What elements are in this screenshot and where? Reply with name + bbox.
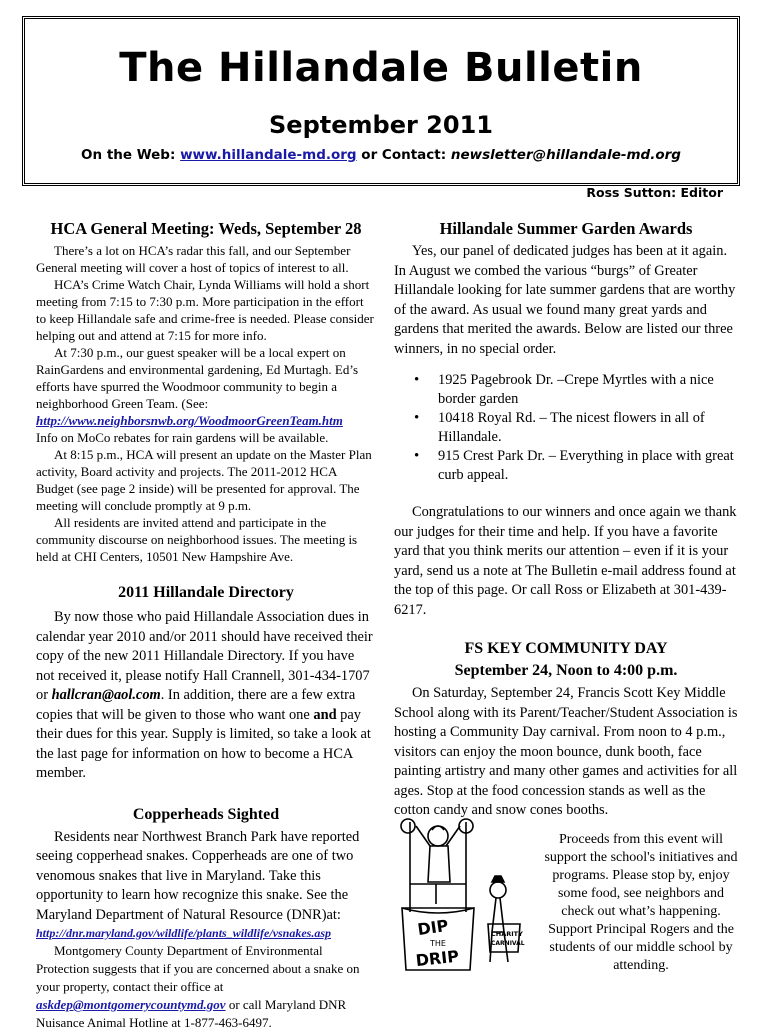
- directory-paragraph: By now those who paid Hillandale Association dues in calendar year 2010 and/or 2011 should have received their copy of the new 2011 Hillandale Directory. If you have not received it, please notify Hall Crannell, 301-434-1707 or hallcran@aol.com. In addition, there are a few extra copies that will be given to those who want one and pay their dues for this year. Supply is limited, so take a look at the last page for information on how to become a HCA member.: [36, 609, 373, 781]
- copperheads-heading: Copperheads Sighted: [132, 805, 280, 823]
- meeting-paragraph-2: HCA’s Crime Watch Chair, Lynda Williams will hold a short meeting from 7:15 to 7:30 p.m. More participation in the effort to keep Hillandale safe and crime-free is needed. Please consider helping out and attend at 7:15 for more info.: [36, 277, 374, 343]
- newsletter-title: The Hillandale Bulletin: [119, 45, 643, 91]
- meeting-paragraph-3: At 7:30 p.m., our guest speaker will be a local expert on RainGardens and environmental gardening, Ed Murtagh. Ed’s efforts have spurred the Woodmoor community to begin a neighborhood Green Team. (See:: [36, 345, 359, 411]
- masthead-box: [22, 16, 740, 200]
- directory-email[interactable]: hallcran@aol.com: [51, 687, 161, 703]
- cartoon-label-the: THE: [430, 939, 446, 948]
- dnr-snakes-link[interactable]: http://dnr.maryland.gov/wildlife/plants_wildlife/vsnakes.asp: [36, 926, 332, 940]
- garden-paragraph-2: Congratulations to our winners and once again we thank our judges for their time and help. If you have a favorite yard that you think merits our attention – even if it is your yard, send us a note at The Bulletin e-mail address found at the top of this page. Or call Ross or Elizabeth at 301-439-6217.: [394, 504, 737, 618]
- list-item: • 10418 Royal Rd. – The nicest flowers in all of Hillandale.: [438, 409, 738, 447]
- newsletter-email[interactable]: newsletter@hillandale-md.org: [450, 147, 681, 163]
- cartoon-label-dip: DIP: [416, 915, 450, 940]
- list-item: • 915 Crest Park Dr. – Everything in place with great curb appeal.: [438, 447, 738, 485]
- garden-paragraph-1: Yes, our panel of dedicated judges has been at it again. In August we combed the various “burgs” of Greater Hillandale looking for late summer gardens that are worthy of the award. As usual we found many great yards and gardens that merited the awards. Below are listed our three winners, in no special order.: [394, 243, 736, 357]
- meeting-paragraph-3b: Info on MoCo rebates for rain gardens will be available.: [36, 430, 329, 445]
- keyday-paragraph-1: On Saturday, September 24, Francis Scott Key Middle School along with its Parent/Teacher/Student Association is hosting a Community Day carnival. From noon to 4 p.m., visitors can enjoy the moon bounce, dunk booth, face painting artistry and many other games and activities for all ages. Stop at the food concession stands as well as the cotton candy and snow cones booths.: [394, 685, 738, 818]
- website-link[interactable]: www.hillandale-md.org: [180, 147, 357, 163]
- dep-email[interactable]: askdep@montgomerycountymd.gov: [36, 997, 226, 1012]
- winners-list: [394, 371, 738, 485]
- contact-line: [25, 147, 737, 163]
- keyday-paragraph-2: Proceeds from this event will support the school's initiatives and programs. Please stop by, enjoy some food, see neighbors and check out what’s happening. Support Principal Rogers and the students of our middle school by attending.: [544, 831, 738, 973]
- copperheads-paragraph-2: Montgomery County Department of Environmental Protection suggests that if you are concerned about a snake on your property, contact their office at askdep@montgomerycountymd.gov or call Maryland DNR Nuisance Animal Hotline at 1-877-463-6497.: [36, 943, 360, 1030]
- cartoon-label-charity: CHARITY: [491, 930, 523, 938]
- issue-date: September 2011: [269, 111, 493, 139]
- garden-heading: Hillandale Summer Garden Awards: [439, 219, 693, 238]
- cartoon-label-drip: DRIP: [414, 946, 460, 971]
- contact-label: or Contact:: [361, 147, 447, 163]
- copperheads-paragraph-1: Residents near Northwest Branch Park have reported seeing copperhead snakes. Copperheads are one of two venomous snakes that live in Maryland. Take this opportunity to learn how recognize this snake. See the Maryland Department of Natural Resource (DNR)at:: [36, 828, 360, 923]
- meeting-paragraph-1: There’s a lot on HCA’s radar this fall, and our September General meeting will cover a host of topics of interest to all.: [36, 243, 351, 275]
- dunk-tank-cartoon: [396, 812, 536, 980]
- list-item: • 1925 Pagebrook Dr. –Crepe Myrtles with a nice border garden: [438, 371, 738, 409]
- keyday-heading-1: FS KEY COMMUNITY DAY: [464, 640, 668, 657]
- meeting-paragraph-5: All residents are invited attend and participate in the community discourse on neighborhood issues. The meeting is held at CHI Centers, 10501 New Hampshire Ave.: [36, 515, 358, 564]
- left-column: [36, 218, 376, 1032]
- editor-credit: Ross Sutton: Editor: [586, 185, 723, 200]
- green-team-link[interactable]: http://www.neighborsnwb.org/WoodmoorGreenTeam.htm: [36, 413, 343, 428]
- web-label: On the Web:: [81, 147, 176, 163]
- directory-heading: 2011 Hillandale Directory: [118, 584, 294, 601]
- meeting-heading: HCA General Meeting: Weds, September 28: [50, 219, 362, 238]
- meeting-paragraph-4: At 8:15 p.m., HCA will present an update on the Master Plan activity, Board activity and projects. The 2011-2012 HCA Budget (see page 2 inside) will be presented for approval. The meeting will conclude promptly at 9 p.m.: [36, 447, 372, 513]
- keyday-heading-2: September 24, Noon to 4:00 p.m.: [454, 662, 678, 679]
- cartoon-label-carnival: CARNIVAL: [491, 940, 525, 947]
